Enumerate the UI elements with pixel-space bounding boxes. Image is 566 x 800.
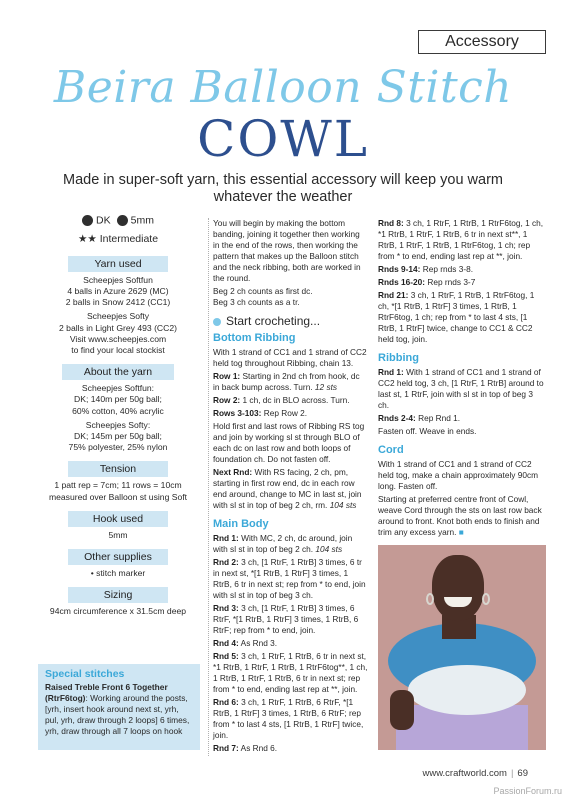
row-text: Rep rnds 3-8. xyxy=(422,264,474,274)
row-text: 1 ch, dc in BLO across. Turn. xyxy=(242,395,350,405)
sizing-text: 94cm circumference x 31.5cm deep xyxy=(49,606,187,617)
instruction xyxy=(213,603,368,636)
row-label: Rnds 2-4: xyxy=(378,413,416,423)
earring-left xyxy=(426,593,434,605)
row-label: Rnd 8: xyxy=(378,218,404,228)
row-text: 3 ch, [1 RtrF, 1 RtrB] 3 times, 6 tr in next st, *[1 RtrB, 1 RtrF] 3 times, 1 RtrB, 6 tr in next st; rep from * to end, join with sl st in top of beg 3 ch. xyxy=(213,557,366,600)
row-text: With 1 strand of CC1 and 1 strand of CC2 held tog, 3 ch, [1 RtrF, 1 RtrB] around to last st, 1 RtrF, join with sl st in top of beg 3 ch. xyxy=(378,367,544,410)
supplies-heading: Other supplies xyxy=(68,549,168,565)
instruction xyxy=(378,367,546,411)
special-stitch-desc: : Working around the posts, [yrh, insert hook around next st, yrh, pul, yrh, draw through 2 loops] 6 times, yrh, draw through all 7 loops on hook xyxy=(45,693,190,736)
standfirst: Made in super-soft yarn, this essential accessory will keep you warm whatever the weather xyxy=(62,172,503,205)
row-text: 3 ch, [1 RtrF, 1 RtrB] 3 times, 6 RtrF, *[1 RtrB, 1 RtrF] 3 times, 1 RtrB, 6 RtrF; rep from * to end, join. xyxy=(213,603,359,635)
tension-text: 1 patt rep = 7cm; 11 rows = 10cm measured over Balloon st using Soft xyxy=(48,480,188,502)
row-text: Rep rnds 3-7 xyxy=(427,277,476,287)
skill-level xyxy=(38,234,198,245)
row-label: Rnd 2: xyxy=(213,557,239,567)
instruction xyxy=(378,290,546,345)
row-text: Starting in 2nd ch from hook, dc in back bump across. Turn. xyxy=(213,371,360,392)
supplies-text: • stitch marker xyxy=(90,567,146,578)
instruction xyxy=(213,697,368,741)
cowl-white-part xyxy=(408,665,526,715)
row-label: Rnd 3: xyxy=(213,603,239,613)
row-text: With RS facing, 2 ch, pm, starting in first row end, dc in each row end around, change to MC in last st, join with sl st in top of beg 2 ch, rm. xyxy=(213,467,362,510)
about-yarn-block xyxy=(38,364,198,453)
row-label: Rows 3-103: xyxy=(213,408,262,418)
stitch-count: 104 sts xyxy=(329,500,357,510)
model-head xyxy=(432,555,484,621)
row-text: 3 ch, 1 RtrF, 1 RtrB, 6 RtrF, *[1 RtrB, 1 RtrF] 3 times, 1 RtrB, 6 RtrF; rep from * to last 4 sts, [1 RtrB, 1 RtrF] twice, join. xyxy=(213,697,364,740)
about-yarn-heading: About the yarn xyxy=(62,364,174,380)
yarn-line: Scheepjes Softy xyxy=(86,311,150,322)
end-mark-icon: ■ xyxy=(458,527,464,537)
hook-size: 5mm xyxy=(108,529,128,540)
hook-heading: Hook used xyxy=(68,511,168,527)
row-text: Rep Row 2. xyxy=(263,408,308,418)
intro-text: You will begin by making the bottom banding, joining it together then working in the end of the rows, then working the pattern that makes up the Balloon stitch and the neck ribbing, both are worked in the round. xyxy=(213,218,361,283)
about-line: DK; 140m per 50g ball; xyxy=(74,394,162,405)
row-text: As Rnd 3. xyxy=(240,638,278,648)
row-label: Rnd 6: xyxy=(213,697,239,707)
yarn-line: 2 balls in Light Grey 493 (CC2) xyxy=(59,322,177,333)
row-text: Starting at preferred centre front of Cowl, weave Cord through the sts on last row back around to front. Knot both ends to finish and trim any excess yarn. xyxy=(378,494,542,537)
about-line: DK; 145m per 50g ball; xyxy=(74,430,162,441)
title-line2: COWL xyxy=(197,110,369,168)
footer-divider: | xyxy=(510,768,514,779)
instruction xyxy=(378,264,546,275)
title-line1: Beira Balloon Stitch xyxy=(53,62,513,113)
stitch-count: 104 sts xyxy=(315,544,343,554)
row-label: Next Rnd: xyxy=(213,467,253,477)
row-label: Rnd 1: xyxy=(213,533,239,543)
row-label: Rnd 4: xyxy=(213,638,239,648)
level-stars: ★★ xyxy=(77,233,97,246)
main-body-heading: Main Body xyxy=(213,518,269,530)
about-line: 60% cotton, 40% acrylic xyxy=(72,405,164,416)
row-label: Rnds 16-20: xyxy=(378,277,426,287)
instruction xyxy=(213,557,368,601)
watermark: PassionForum.ru xyxy=(493,786,562,796)
model-hand xyxy=(390,690,414,730)
note-text: Beg 2 ch counts as first dc. xyxy=(213,286,313,296)
row-label: Rnd 5: xyxy=(213,651,239,661)
row-label: Rnd 7: xyxy=(213,743,239,753)
instruction: Hold first and last rows of Ribbing RS tog and join by working sl st through BLO of each dc on last row and both loops of foundation ch. Do not fasten off. xyxy=(213,421,365,464)
sizing-heading: Sizing xyxy=(68,587,168,603)
yarn-used-block xyxy=(38,256,198,356)
tension-block xyxy=(38,461,198,502)
supplies-block xyxy=(38,549,198,579)
bullet-dot-icon xyxy=(213,318,221,326)
yarn-ball-icon xyxy=(82,215,93,226)
start-crocheting-label: Start crocheting... xyxy=(226,314,321,328)
footer-site: www.craftworld.com xyxy=(422,768,507,779)
yarn-line: 2 balls in Snow 2412 (CC1) xyxy=(65,297,171,308)
row-label: Rnd 21: xyxy=(378,290,409,300)
yarn-line: Scheepjes Softfun xyxy=(83,274,153,285)
yarn-weight-value: DK xyxy=(96,214,111,227)
instruction: With 1 strand of CC1 and 1 strand of CC2 held tog, make a chain approximately 90cm long. Fasten off. xyxy=(378,459,539,491)
about-line: Scheepjes Softfun: xyxy=(81,383,155,394)
instruction xyxy=(213,395,368,406)
instruction xyxy=(213,651,368,695)
row-label: Rnds 9-14: xyxy=(378,264,421,274)
row-text: 3 ch, 1 RtrF, 1 RtrB, 1 RtrF6tog, 1 ch, *[1 RtrB, 1 RtrF] 3 times, 1 RtrB, 1 RtrF6tog, 1 ch; rep from * to last 4 sts, [1 RtrB, 1 RtrF] twice, change to CC1 & CC2 held tog, join. xyxy=(378,290,535,344)
row-label: Rnd 1: xyxy=(378,367,404,377)
spec-row xyxy=(38,215,198,226)
yarn-line: 4 balls in Azure 2629 (MC) xyxy=(67,285,169,296)
instruction xyxy=(213,743,368,754)
yarn-used-heading: Yarn used xyxy=(68,256,168,272)
bottom-ribbing-heading: Bottom Ribbing xyxy=(213,332,296,344)
row-text: Rep Rnd 1. xyxy=(418,413,461,423)
instruction xyxy=(378,277,546,288)
instruction xyxy=(213,638,368,649)
section-tag: Accessory xyxy=(418,30,546,54)
stitch-count: 12 sts xyxy=(314,382,338,392)
hook-spec xyxy=(117,215,154,226)
instruction xyxy=(378,218,546,262)
pattern-column-right xyxy=(378,218,546,540)
instruction xyxy=(378,494,546,538)
about-line: Scheepjes Softy: xyxy=(85,419,151,430)
special-heading: Special stitches xyxy=(45,668,125,680)
page-footer xyxy=(422,768,528,779)
instruction xyxy=(213,408,368,419)
pattern-column-middle xyxy=(208,218,368,756)
hook-spec-value: 5mm xyxy=(130,214,154,227)
cord-heading: Cord xyxy=(378,444,404,456)
row-text: With MC, 2 ch, dc around, join with sl st in top of beg 2 ch. xyxy=(213,533,353,554)
note-text: Beg 3 ch counts as a tr. xyxy=(213,297,300,307)
level-label: Intermediate xyxy=(99,233,159,246)
start-crocheting xyxy=(213,316,368,327)
hook-icon xyxy=(117,215,128,226)
row-text: 3 ch, 1 RtrF, 1 RtrB, 6 tr in next st, *1 RtrB, 1 RtrF, 1 RtrB, 1 RtrF6tog**, 1 ch, 1 RtrB, 1 RtrF, 1 RtrB, 6 tr in next st; rep from * to end, ending last rep at **, join. xyxy=(213,651,368,694)
instruction xyxy=(213,533,368,555)
instruction: Fasten off. Weave in ends. xyxy=(378,426,477,436)
special-stitch-name: Raised Treble Front 6 Together (RtrF6tog) xyxy=(45,682,168,703)
yarn-line: to find your local stockist xyxy=(71,344,165,355)
special-text xyxy=(45,682,193,737)
sizing-block xyxy=(38,587,198,617)
row-label: Row 2: xyxy=(213,395,241,405)
about-line: 75% polyester, 25% nylon xyxy=(68,442,168,453)
model-photo xyxy=(378,545,546,750)
earring-right xyxy=(482,593,490,605)
page-number: 69 xyxy=(517,768,528,779)
instruction xyxy=(213,467,368,511)
row-text: As Rnd 6. xyxy=(240,743,278,753)
row-text: 3 ch, 1 RtrF, 1 RtrB, 1 RtrF6tog, 1 ch, *1 RtrB, 1 RtrF, 1 RtrB, 6 tr in next st**, 1 RtrB, 1 RtrF, 1 RtrB, 1 RtrF6tog, 1 ch; rep from * to end, ending last rep at **, join. xyxy=(378,218,544,261)
row-label: Row 1: xyxy=(213,371,241,381)
info-column xyxy=(38,215,198,625)
tension-heading: Tension xyxy=(68,461,168,477)
instruction: With 1 strand of CC1 and 1 strand of CC2 held tog throughout Ribbing, chain 13. xyxy=(213,347,367,368)
hook-block xyxy=(38,511,198,541)
yarn-line: Visit www.scheepjes.com xyxy=(69,333,167,344)
ribbing-heading: Ribbing xyxy=(378,352,419,364)
instruction xyxy=(378,413,546,424)
yarn-weight xyxy=(82,215,111,226)
special-stitches-box xyxy=(38,664,200,750)
instruction xyxy=(213,371,368,393)
